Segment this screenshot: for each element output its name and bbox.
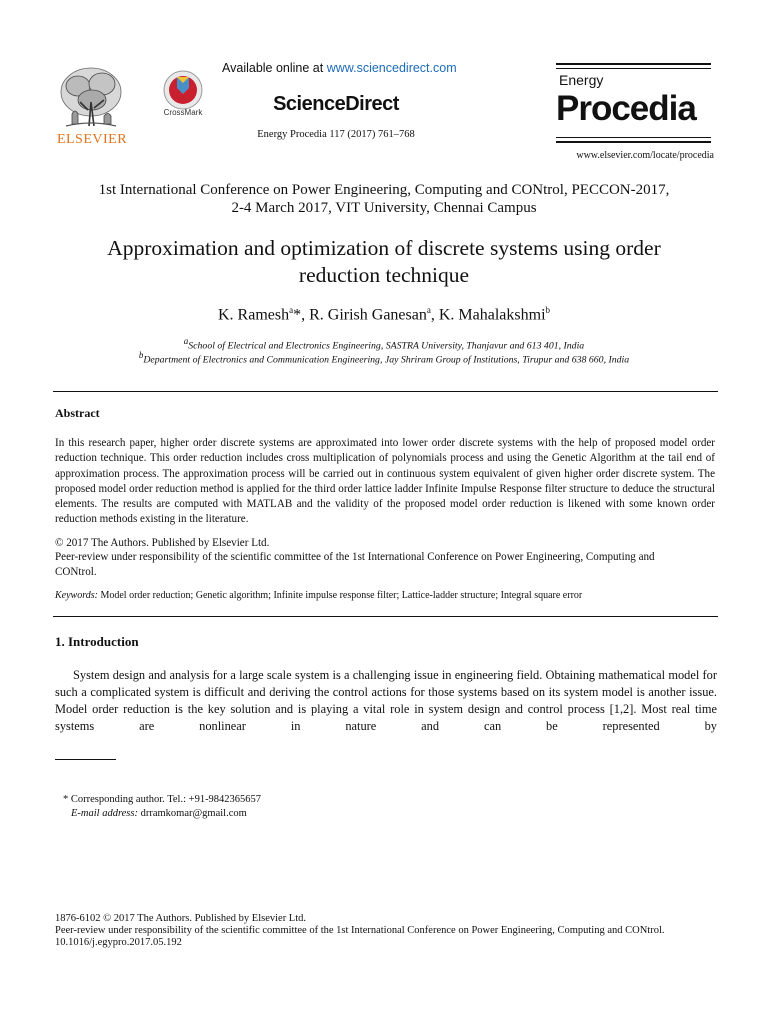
journal-rule [556,141,711,143]
paper-title [40,235,728,289]
introduction-heading: 1. Introduction [55,634,139,649]
publisher-name: ELSEVIER [56,132,128,147]
doi-link[interactable]: 10.1016/j.egypro.2017.05.192 [55,936,182,948]
affiliation-b [40,350,728,365]
sciencedirect-link[interactable]: www.sciencedirect.com [326,61,457,75]
introduction-body: System design and analysis for a large scale system is a challenging issue in engineering field. Obtaining mathematical model for such a complicated system is difficult and deriving the control actions for those systems based on its system model is another issue. Model order reduction is the key solution and is playing a vital role in system design and control process [1,2]. Most real time systems are nonlinear in nature and can be represented by [55,668,717,733]
author-affil-sup: a [289,305,294,315]
conference-info [40,181,728,217]
sciencedirect-logo-text: ScienceDirect [273,93,399,115]
affiliation-sup: b [138,350,144,360]
author-list [40,305,728,324]
journal-rule [556,63,711,65]
affiliation-text: School of Electrical and Electronics Engineering, SASTRA University, Thanjavur and 613 401, India [188,340,585,352]
abstract-body: In this research paper, higher order discrete systems are approximated into lower order discrete systems with the help of proposed model order reduction technique. This order reduction includes cross multiplication of polynomials process and using the Genetic Algorithm at the tail end of approximation process. The approximation process will be carried out in continuous system equivalent of given higher order discrete system. The proposed model order reduction method is applied for the third order lattice ladder Infinite Impulse Response filter structure to deduce the structural elements. The results are computed with MATLAB and the validity of the proposed model order reduction is likened with some known order reduction methods existing in the literature. [55,437,715,526]
section-divider [53,391,718,392]
author-name: R. Girish Ganesan [309,306,427,324]
affiliation-text: Department of Electronics and Communication Engineering, Jay Shriram Group of Institutions, Tirupur and 638 660, India [143,354,630,366]
journal-name-top: Energy [559,72,604,88]
copyright-notice: © 2017 The Authors. Published by Elsevier Ltd. [55,537,270,549]
author-name: K. Ramesh [217,306,290,324]
available-online-text [222,61,482,75]
corresponding-author-footnote: * Corresponding author. Tel.: +91-9842365657 [63,794,262,805]
journal-rule [556,137,711,138]
keywords-line [55,590,715,601]
journal-name-main: Procedia [556,89,696,128]
journal-reference: Energy Procedia 117 (2017) 761–768 [257,129,415,140]
bottom-peer-review: Peer-review under responsibility of the scientific committee of the 1st International Conference on Power Engineering, Computing and CONtrol. [55,924,665,936]
issn-line: 1876-6102 © 2017 The Authors. Published by Elsevier Ltd. [55,913,307,924]
journal-url-link[interactable]: www.elsevier.com/locate/procedia [576,150,714,161]
paper-title-line-1: Approximation and optimization of discrete systems using order [107,236,661,260]
conference-line-1: 1st International Conference on Power Engineering, Computing and CONtrol, PECCON-2017, [98,182,670,198]
bottom-publication-info [55,913,715,948]
email-label: E-mail address: [71,808,138,819]
author-affil-sup: b [545,305,551,315]
author-affil-sup: a [426,305,431,315]
author-name: K. Mahalakshmi [438,306,546,324]
email-address-link[interactable]: drramkomar@gmail.com [137,808,247,819]
keywords-list: Model order reduction; Genetic algorithm; Infinite impulse response filter; Lattice-ladder structure; Integral square error [97,590,583,601]
paper-title-line-2: reduction technique [298,263,470,287]
peer-review-notice: Peer-review under responsibility of the scientific committee of the 1st International Conference on Power Engineering, Computing and CONtrol. [55,551,655,578]
crossmark-label: CrossMark [163,108,203,117]
email-footnote [71,808,247,819]
journal-rule [556,68,711,69]
author-separator: , [430,306,439,324]
conference-line-2: 2-4 March 2017, VIT University, Chennai Campus [231,200,537,216]
keywords-label: Keywords: [55,590,98,601]
footnote-rule [55,759,116,760]
affiliation-sup: a [183,336,189,346]
affiliation-a [40,336,728,351]
section-divider [53,616,718,617]
abstract-heading: Abstract [55,406,100,420]
author-separator: *, [293,306,310,324]
available-prefix: Available online at [222,61,327,75]
